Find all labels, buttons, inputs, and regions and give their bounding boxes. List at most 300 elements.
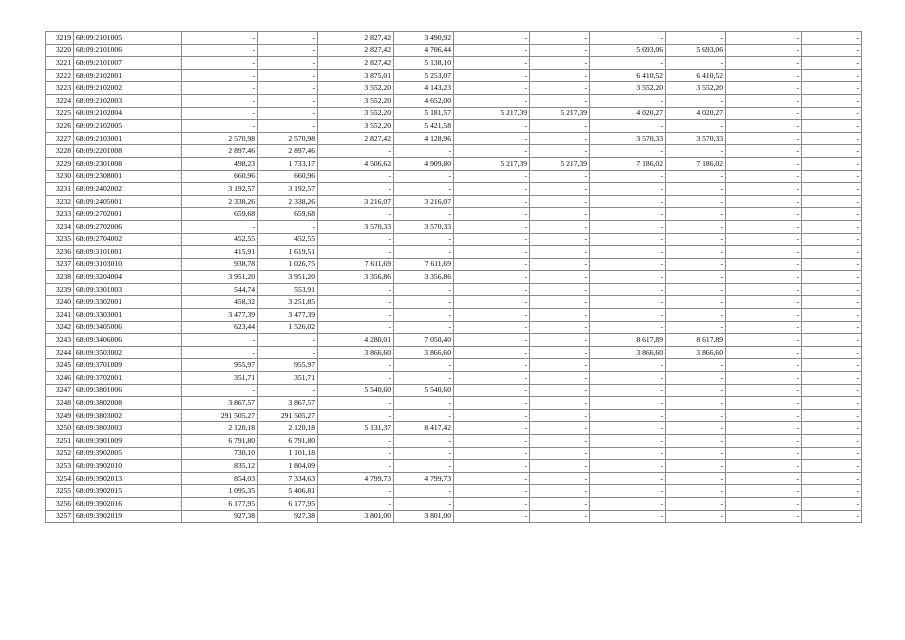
value-cell-3: - (318, 321, 394, 334)
value-cell-5: 5 217,39 (454, 157, 530, 170)
cadastral-number-cell: 68:09:2405001 (74, 195, 182, 208)
table-row (46, 44, 862, 57)
value-cell-9: - (726, 145, 802, 158)
value-cell-4: - (394, 497, 454, 510)
value-cell-10: - (802, 271, 862, 284)
value-cell-6: - (530, 57, 590, 70)
row-number-cell: 3256 (46, 497, 74, 510)
value-cell-3: 2 827,42 (318, 32, 394, 45)
value-cell-2: 1 101,18 (258, 447, 318, 460)
table-row (46, 296, 862, 309)
value-cell-4: 5 253,07 (394, 69, 454, 82)
value-cell-3: - (318, 145, 394, 158)
table-row (46, 145, 862, 158)
table-row (46, 157, 862, 170)
value-cell-4: 3 801,00 (394, 510, 454, 523)
row-number-cell: 3257 (46, 510, 74, 523)
row-number-cell: 3231 (46, 183, 74, 196)
value-cell-10: - (802, 233, 862, 246)
value-cell-10: - (802, 409, 862, 422)
value-cell-5: - (454, 309, 530, 322)
value-cell-3: - (318, 397, 394, 410)
value-cell-9: - (726, 309, 802, 322)
value-cell-6: - (530, 447, 590, 460)
value-cell-9: - (726, 321, 802, 334)
table-row (46, 346, 862, 359)
table-row (46, 359, 862, 372)
value-cell-8: - (666, 460, 726, 473)
value-cell-10: - (802, 472, 862, 485)
value-cell-6: - (530, 372, 590, 385)
value-cell-6: - (530, 94, 590, 107)
value-cell-1: 938,78 (182, 258, 258, 271)
table-row (46, 132, 862, 145)
value-cell-5: - (454, 334, 530, 347)
value-cell-8: 4 020,27 (666, 107, 726, 120)
value-cell-1: 458,32 (182, 296, 258, 309)
row-number-cell: 3228 (46, 145, 74, 158)
table-row (46, 447, 862, 460)
value-cell-3: 4 506,62 (318, 157, 394, 170)
value-cell-5: - (454, 132, 530, 145)
value-cell-9: - (726, 359, 802, 372)
table-row (46, 32, 862, 45)
value-cell-7: - (590, 384, 666, 397)
value-cell-8: - (666, 435, 726, 448)
value-cell-7: - (590, 32, 666, 45)
row-number-cell: 3235 (46, 233, 74, 246)
value-cell-10: - (802, 258, 862, 271)
value-cell-9: - (726, 497, 802, 510)
value-cell-2: 1 526,02 (258, 321, 318, 334)
value-cell-10: - (802, 346, 862, 359)
value-cell-9: - (726, 57, 802, 70)
value-cell-5: - (454, 447, 530, 460)
value-cell-9: - (726, 510, 802, 523)
cadastral-number-cell: 68:09:2102005 (74, 120, 182, 133)
value-cell-1: - (182, 32, 258, 45)
value-cell-6: - (530, 170, 590, 183)
value-cell-6: - (530, 409, 590, 422)
table-row (46, 69, 862, 82)
cadastral-number-cell: 68:09:3303001 (74, 309, 182, 322)
table-row (46, 120, 862, 133)
value-cell-10: - (802, 321, 862, 334)
value-cell-1: 2 570,98 (182, 132, 258, 145)
value-cell-5: - (454, 422, 530, 435)
value-cell-8: - (666, 57, 726, 70)
value-cell-3: 3 356,86 (318, 271, 394, 284)
cadastral-number-cell: 68:09:2702001 (74, 208, 182, 221)
value-cell-4: - (394, 485, 454, 498)
table-row (46, 220, 862, 233)
value-cell-3: - (318, 485, 394, 498)
value-cell-7: - (590, 195, 666, 208)
value-cell-1: - (182, 94, 258, 107)
value-cell-9: - (726, 195, 802, 208)
cadastral-number-cell: 68:09:2201008 (74, 145, 182, 158)
cadastral-number-cell: 68:09:3803002 (74, 409, 182, 422)
value-cell-4: - (394, 170, 454, 183)
value-cell-6: - (530, 472, 590, 485)
cadastral-number-cell: 68:09:3405006 (74, 321, 182, 334)
value-cell-2: - (258, 384, 318, 397)
value-cell-8: - (666, 170, 726, 183)
value-cell-5: - (454, 195, 530, 208)
value-cell-5: - (454, 372, 530, 385)
row-number-cell: 3242 (46, 321, 74, 334)
value-cell-9: - (726, 258, 802, 271)
cadastral-number-cell: 68:09:3902013 (74, 472, 182, 485)
table-row (46, 309, 862, 322)
value-cell-1: 730,10 (182, 447, 258, 460)
value-cell-1: 3 192,57 (182, 183, 258, 196)
value-cell-1: 2 338,26 (182, 195, 258, 208)
table-row (46, 82, 862, 95)
value-cell-6: - (530, 384, 590, 397)
value-cell-7: - (590, 246, 666, 259)
value-cell-6: - (530, 183, 590, 196)
value-cell-1: 1 095,35 (182, 485, 258, 498)
value-cell-4: 3 866,60 (394, 346, 454, 359)
value-cell-6: - (530, 296, 590, 309)
cadastral-number-cell: 68:09:2101006 (74, 44, 182, 57)
value-cell-7: - (590, 170, 666, 183)
value-cell-5: - (454, 44, 530, 57)
value-cell-1: - (182, 57, 258, 70)
value-cell-8: - (666, 195, 726, 208)
table-row (46, 183, 862, 196)
value-cell-9: - (726, 372, 802, 385)
cadastral-number-cell: 68:09:3803003 (74, 422, 182, 435)
value-cell-9: - (726, 69, 802, 82)
cadastral-number-cell: 68:09:2102004 (74, 107, 182, 120)
cadastral-number-cell: 68:09:2301008 (74, 157, 182, 170)
value-cell-1: 927,38 (182, 510, 258, 523)
value-cell-7: 3 570,33 (590, 132, 666, 145)
value-cell-10: - (802, 120, 862, 133)
value-cell-9: - (726, 447, 802, 460)
value-cell-4: - (394, 309, 454, 322)
value-cell-1: 6 791,80 (182, 435, 258, 448)
value-cell-2: 1 619,51 (258, 246, 318, 259)
value-cell-8: - (666, 145, 726, 158)
row-number-cell: 3219 (46, 32, 74, 45)
value-cell-5: - (454, 510, 530, 523)
cadastral-number-cell: 68:09:2402002 (74, 183, 182, 196)
value-cell-10: - (802, 447, 862, 460)
value-cell-3: - (318, 447, 394, 460)
value-cell-2: 5 406,81 (258, 485, 318, 498)
value-cell-7: - (590, 460, 666, 473)
cadastral-number-cell: 68:09:2308001 (74, 170, 182, 183)
value-cell-7: - (590, 447, 666, 460)
value-cell-2: - (258, 57, 318, 70)
value-cell-2: 2 120,18 (258, 422, 318, 435)
value-cell-4: 4 128,96 (394, 132, 454, 145)
value-cell-5: - (454, 208, 530, 221)
value-cell-7: - (590, 220, 666, 233)
value-cell-6: - (530, 397, 590, 410)
value-cell-1: 452,55 (182, 233, 258, 246)
value-cell-8: - (666, 258, 726, 271)
value-cell-7: - (590, 120, 666, 133)
value-cell-3: - (318, 460, 394, 473)
table-row (46, 472, 862, 485)
row-number-cell: 3222 (46, 69, 74, 82)
row-number-cell: 3224 (46, 94, 74, 107)
value-cell-10: - (802, 220, 862, 233)
value-cell-7: - (590, 258, 666, 271)
value-cell-3: 7 611,69 (318, 258, 394, 271)
value-cell-3: - (318, 497, 394, 510)
value-cell-2: 553,91 (258, 283, 318, 296)
row-number-cell: 3220 (46, 44, 74, 57)
value-cell-7: - (590, 233, 666, 246)
value-cell-5: - (454, 258, 530, 271)
value-cell-6: - (530, 220, 590, 233)
row-number-cell: 3239 (46, 283, 74, 296)
value-cell-2: 1 733,17 (258, 157, 318, 170)
value-cell-5: - (454, 460, 530, 473)
value-cell-7: - (590, 94, 666, 107)
value-cell-4: - (394, 208, 454, 221)
value-cell-3: 2 827,42 (318, 44, 394, 57)
value-cell-10: - (802, 309, 862, 322)
value-cell-10: - (802, 485, 862, 498)
value-cell-9: - (726, 246, 802, 259)
value-cell-5: - (454, 57, 530, 70)
cadastral-number-cell: 68:09:3802008 (74, 397, 182, 410)
value-cell-9: - (726, 485, 802, 498)
value-cell-6: - (530, 120, 590, 133)
value-cell-1: - (182, 107, 258, 120)
value-cell-2: 6 791,80 (258, 435, 318, 448)
value-cell-2: 955,97 (258, 359, 318, 372)
value-cell-2: - (258, 44, 318, 57)
value-cell-6: - (530, 422, 590, 435)
value-cell-7: - (590, 397, 666, 410)
row-number-cell: 3249 (46, 409, 74, 422)
value-cell-8: - (666, 485, 726, 498)
value-cell-4: - (394, 447, 454, 460)
value-cell-10: - (802, 208, 862, 221)
value-cell-8: - (666, 208, 726, 221)
value-cell-1: 6 177,95 (182, 497, 258, 510)
value-cell-9: - (726, 44, 802, 57)
value-cell-2: - (258, 69, 318, 82)
value-cell-5: - (454, 183, 530, 196)
value-cell-4: 5 540,60 (394, 384, 454, 397)
value-cell-1: 498,23 (182, 157, 258, 170)
value-cell-2: 927,38 (258, 510, 318, 523)
value-cell-4: - (394, 183, 454, 196)
cadastral-number-cell: 68:09:3101001 (74, 246, 182, 259)
value-cell-3: 4 280,01 (318, 334, 394, 347)
value-cell-1: 659,68 (182, 208, 258, 221)
value-cell-7: - (590, 283, 666, 296)
value-cell-10: - (802, 145, 862, 158)
row-number-cell: 3241 (46, 309, 74, 322)
value-cell-7: - (590, 145, 666, 158)
value-cell-1: 955,97 (182, 359, 258, 372)
value-cell-2: 2 570,98 (258, 132, 318, 145)
value-cell-2: - (258, 346, 318, 359)
value-cell-4: - (394, 397, 454, 410)
value-cell-9: - (726, 233, 802, 246)
value-cell-4: 4 143,23 (394, 82, 454, 95)
value-cell-10: - (802, 132, 862, 145)
value-cell-6: 5 217,39 (530, 157, 590, 170)
value-cell-2: 452,55 (258, 233, 318, 246)
value-cell-8: 3 570,33 (666, 132, 726, 145)
value-cell-9: - (726, 409, 802, 422)
value-cell-8: - (666, 372, 726, 385)
cadastral-number-cell: 68:09:3702001 (74, 372, 182, 385)
value-cell-8: 3 552,20 (666, 82, 726, 95)
value-cell-3: - (318, 309, 394, 322)
value-cell-8: - (666, 296, 726, 309)
value-cell-1: - (182, 384, 258, 397)
value-cell-8: 7 186,02 (666, 157, 726, 170)
value-cell-7: 4 020,27 (590, 107, 666, 120)
value-cell-4: 5 181,57 (394, 107, 454, 120)
value-cell-1: 3 477,39 (182, 309, 258, 322)
value-cell-9: - (726, 346, 802, 359)
value-cell-3: - (318, 372, 394, 385)
value-cell-10: - (802, 57, 862, 70)
value-cell-5: - (454, 120, 530, 133)
value-cell-1: 2 897,46 (182, 145, 258, 158)
value-cell-3: 5 131,37 (318, 422, 394, 435)
row-number-cell: 3238 (46, 271, 74, 284)
value-cell-2: - (258, 32, 318, 45)
cadastral-number-cell: 68:09:3902015 (74, 485, 182, 498)
value-cell-8: - (666, 384, 726, 397)
value-cell-9: - (726, 220, 802, 233)
value-cell-10: - (802, 497, 862, 510)
table-row (46, 94, 862, 107)
value-cell-7: 3 866,60 (590, 346, 666, 359)
row-number-cell: 3225 (46, 107, 74, 120)
value-cell-3: 2 827,42 (318, 132, 394, 145)
value-cell-4: - (394, 233, 454, 246)
value-cell-5: - (454, 82, 530, 95)
table-row (46, 271, 862, 284)
cadastral-number-cell: 68:09:3204004 (74, 271, 182, 284)
cadastral-number-cell: 68:09:2102001 (74, 69, 182, 82)
row-number-cell: 3236 (46, 246, 74, 259)
value-cell-3: - (318, 208, 394, 221)
value-cell-8: - (666, 220, 726, 233)
value-cell-4: 8 417,42 (394, 422, 454, 435)
value-cell-5: - (454, 170, 530, 183)
value-cell-6: - (530, 309, 590, 322)
value-cell-3: 2 827,42 (318, 57, 394, 70)
value-cell-4: - (394, 359, 454, 372)
value-cell-1: 854,03 (182, 472, 258, 485)
value-cell-10: - (802, 107, 862, 120)
value-cell-8: - (666, 32, 726, 45)
value-cell-1: 351,71 (182, 372, 258, 385)
value-cell-9: - (726, 107, 802, 120)
table-row (46, 321, 862, 334)
value-cell-4: - (394, 321, 454, 334)
value-cell-6: - (530, 44, 590, 57)
value-cell-3: - (318, 296, 394, 309)
value-cell-6: - (530, 132, 590, 145)
value-cell-5: - (454, 435, 530, 448)
row-number-cell: 3254 (46, 472, 74, 485)
value-cell-2: - (258, 120, 318, 133)
value-cell-1: 415,91 (182, 246, 258, 259)
cadastral-number-cell: 68:09:3902010 (74, 460, 182, 473)
value-cell-2: 3 251,85 (258, 296, 318, 309)
value-cell-2: 6 177,95 (258, 497, 318, 510)
value-cell-3: - (318, 183, 394, 196)
value-cell-6: - (530, 359, 590, 372)
value-cell-2: 1 804,09 (258, 460, 318, 473)
table-row (46, 107, 862, 120)
value-cell-2: 7 334,63 (258, 472, 318, 485)
row-number-cell: 3229 (46, 157, 74, 170)
value-cell-3: 3 552,20 (318, 107, 394, 120)
value-cell-8: - (666, 497, 726, 510)
value-cell-10: - (802, 94, 862, 107)
value-cell-4: - (394, 409, 454, 422)
value-cell-3: 3 801,00 (318, 510, 394, 523)
value-cell-4: 3 356,86 (394, 271, 454, 284)
value-cell-2: 659,68 (258, 208, 318, 221)
cadastral-number-cell: 68:09:2103001 (74, 132, 182, 145)
value-cell-3: 3 552,20 (318, 94, 394, 107)
value-cell-4: - (394, 246, 454, 259)
value-cell-10: - (802, 460, 862, 473)
value-cell-1: 623,44 (182, 321, 258, 334)
table-row (46, 246, 862, 259)
value-cell-8: 5 693,06 (666, 44, 726, 57)
cadastral-number-cell: 68:09:3701009 (74, 359, 182, 372)
value-cell-9: - (726, 460, 802, 473)
value-cell-8: - (666, 472, 726, 485)
value-cell-2: 660,96 (258, 170, 318, 183)
value-cell-7: - (590, 497, 666, 510)
value-cell-5: - (454, 145, 530, 158)
value-cell-5: - (454, 409, 530, 422)
value-cell-9: - (726, 157, 802, 170)
value-cell-1: 2 120,18 (182, 422, 258, 435)
value-cell-8: - (666, 510, 726, 523)
value-cell-2: - (258, 94, 318, 107)
value-cell-10: - (802, 157, 862, 170)
cadastral-number-cell: 68:09:3902019 (74, 510, 182, 523)
value-cell-10: - (802, 397, 862, 410)
cadastral-number-cell: 68:09:3801006 (74, 384, 182, 397)
value-cell-10: - (802, 283, 862, 296)
value-cell-6: - (530, 208, 590, 221)
value-cell-3: - (318, 246, 394, 259)
value-cell-6: - (530, 435, 590, 448)
row-number-cell: 3227 (46, 132, 74, 145)
value-cell-7: 6 410,52 (590, 69, 666, 82)
value-cell-10: - (802, 82, 862, 95)
table-row (46, 497, 862, 510)
value-cell-9: - (726, 132, 802, 145)
value-cell-7: - (590, 422, 666, 435)
value-cell-8: 3 866,60 (666, 346, 726, 359)
value-cell-9: - (726, 32, 802, 45)
value-cell-3: - (318, 283, 394, 296)
